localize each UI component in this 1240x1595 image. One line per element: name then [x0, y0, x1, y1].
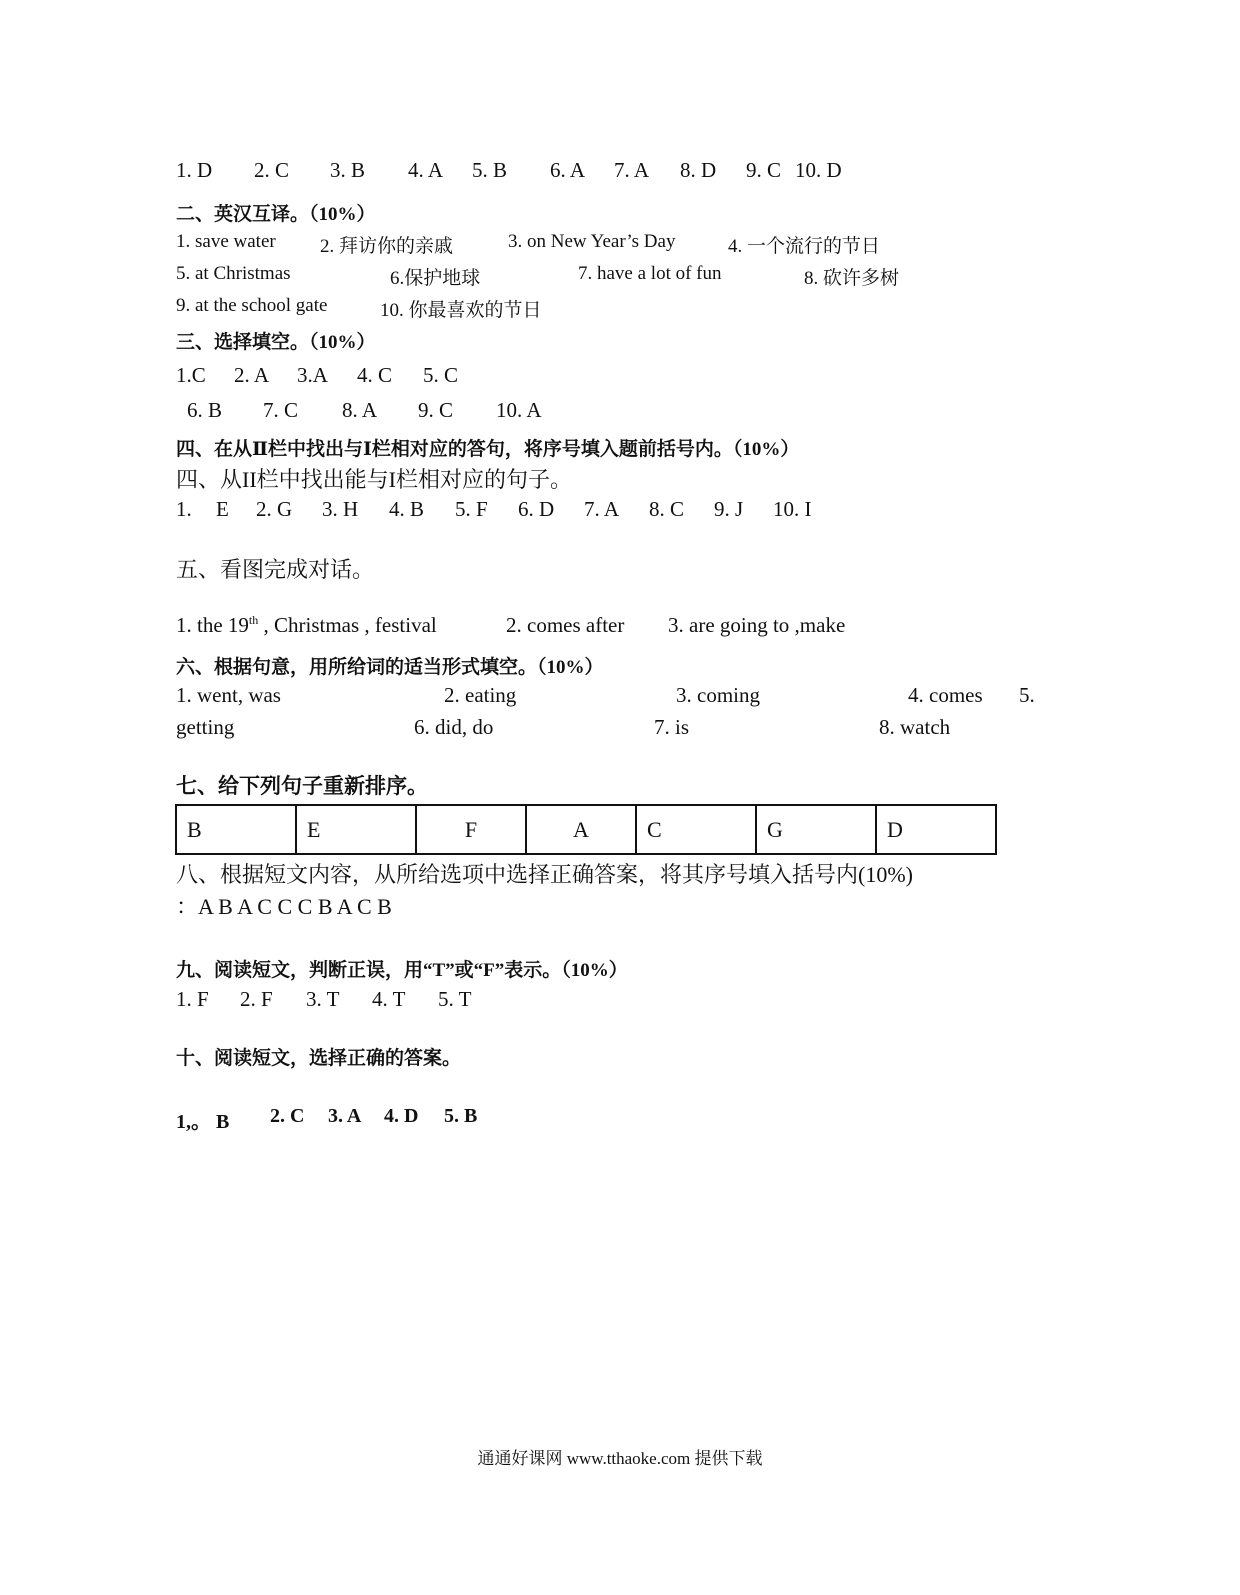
answer-item: 2. F [240, 987, 273, 1011]
answer-item: 3. B [330, 158, 366, 182]
answer-item: 9. C [746, 158, 782, 182]
table-cell: C [636, 805, 756, 854]
answer-item: 4. B [389, 497, 425, 521]
section-6-title: 六、根据句意，用所给词的适当形式填空。（10%） [176, 657, 604, 678]
section-3-title: 三、选择填空。（10%） [176, 332, 376, 353]
section-4-title: 四、在从Ⅱ栏中找出与Ⅰ栏相对应的答句，将序号填入题前括号内。（10%） [176, 439, 800, 460]
table-cell: G [756, 805, 876, 854]
answer-item-2: 2. comes after [506, 613, 625, 637]
answer-item: 10. D [795, 158, 842, 182]
answer-item: 3. coming [676, 683, 760, 707]
answer-item: 2. eating [444, 683, 517, 707]
answer-item: 6. did, do [414, 715, 494, 739]
answer-item: 6. B [187, 398, 223, 422]
answer-item: 9. at the school gate [176, 295, 328, 316]
answer-item: 2. C [254, 158, 290, 182]
section-9-title: 九、阅读短文，判断正误，用“T”或“F”表示。（10%） [176, 960, 628, 981]
superscript: th [248, 613, 259, 627]
answer-item: 1. [176, 497, 192, 521]
page-footer: 通通好课网 www.tthaoke.com 提供下载 [477, 1449, 763, 1468]
answer-item: 8. D [680, 158, 717, 182]
section-10-title: 十、阅读短文，选择正确的答案。 [176, 1048, 462, 1069]
answer-item: 4. A [408, 158, 444, 182]
answer-text: 1. the 19 [176, 613, 249, 637]
answer-item: 7. have a lot of fun [578, 263, 722, 284]
answer-item: 2. A [234, 363, 270, 387]
section-8-answer: ：A B A C C C B A C B [176, 894, 392, 919]
answer-item: 3. on New Year’s Day [508, 231, 676, 252]
answer-item: 8. watch [879, 715, 951, 739]
answer-item: 5. B [444, 1105, 478, 1127]
table-cell: A [526, 805, 636, 854]
answer-item: 10. 你最喜欢的节日 [380, 300, 542, 321]
table-cell: B [176, 805, 296, 854]
table-cell: D [876, 805, 996, 854]
answer-item: 8. C [649, 497, 685, 521]
answer-item: 6. A [550, 158, 586, 182]
answer-item: 6.保护地球 [390, 268, 481, 289]
section-8-title: 八、根据短文内容，从所给选项中选择正确答案，将其序号填入括号内(10%) [176, 862, 913, 887]
answer-item: 7. A [584, 497, 620, 521]
answer-item: 4. C [357, 363, 393, 387]
answer-item: 10. I [773, 497, 812, 521]
answer-item: 1. went, was [176, 683, 281, 707]
table-cell: F [416, 805, 526, 854]
answer-item: E [216, 497, 229, 521]
answer-item: 7. is [654, 715, 690, 739]
answer-item: 3. A [328, 1105, 362, 1127]
answer-item: 9. C [418, 398, 454, 422]
answer-item: 7. C [263, 398, 299, 422]
order-table [175, 804, 997, 855]
answer-item: 8. 砍许多树 [804, 268, 900, 289]
answer-item: 6. D [518, 497, 555, 521]
answer-item: 8. A [342, 398, 378, 422]
answer-item: 5. C [423, 363, 459, 387]
answer-item: 1.C [176, 363, 206, 387]
section-4-subtitle: 四、从II栏中找出能与I栏相对应的句子。 [176, 467, 572, 492]
answer-item: 1,。 B [176, 1111, 230, 1133]
section-2-title: 二、英汉互译。（10%） [176, 204, 376, 225]
answer-item: 7. A [614, 158, 650, 182]
answer-item: 1. F [176, 987, 209, 1011]
answer-item: 10. A [496, 398, 542, 422]
answer-item: 5. T [438, 987, 472, 1011]
answer-item: 3. H [322, 497, 359, 521]
answer-item: 5. [1019, 683, 1035, 707]
answer-item: 4. comes [908, 683, 983, 707]
answer-item: 4. 一个流行的节日 [728, 236, 881, 257]
answer-item: 1. save water [176, 231, 276, 252]
answer-item: 4. T [372, 987, 406, 1011]
table-row [176, 805, 996, 854]
section-5-title: 五、看图完成对话。 [176, 557, 375, 582]
section-7-title: 七、给下列句子重新排序。 [176, 774, 428, 798]
answer-item: 1. D [176, 158, 213, 182]
answer-item: 4. D [384, 1105, 419, 1127]
answer-item: 3. T [306, 987, 340, 1011]
answer-text: , Christmas , festival [258, 613, 437, 637]
answer-item: 9. J [714, 497, 744, 521]
answer-item: getting [176, 715, 235, 739]
answer-item: 3.A [297, 363, 328, 387]
answer-item: 2. 拜访你的亲戚 [320, 236, 454, 257]
answer-item: 2. G [256, 497, 293, 521]
table-cell: E [296, 805, 416, 854]
answer-item: 5. F [455, 497, 488, 521]
answer-item: 5. B [472, 158, 508, 182]
answer-item: 5. at Christmas [176, 263, 291, 284]
answer-item-1 [176, 613, 437, 638]
answer-item: 2. C [270, 1105, 305, 1127]
answer-item-3: 3. are going to ,make [668, 613, 846, 637]
